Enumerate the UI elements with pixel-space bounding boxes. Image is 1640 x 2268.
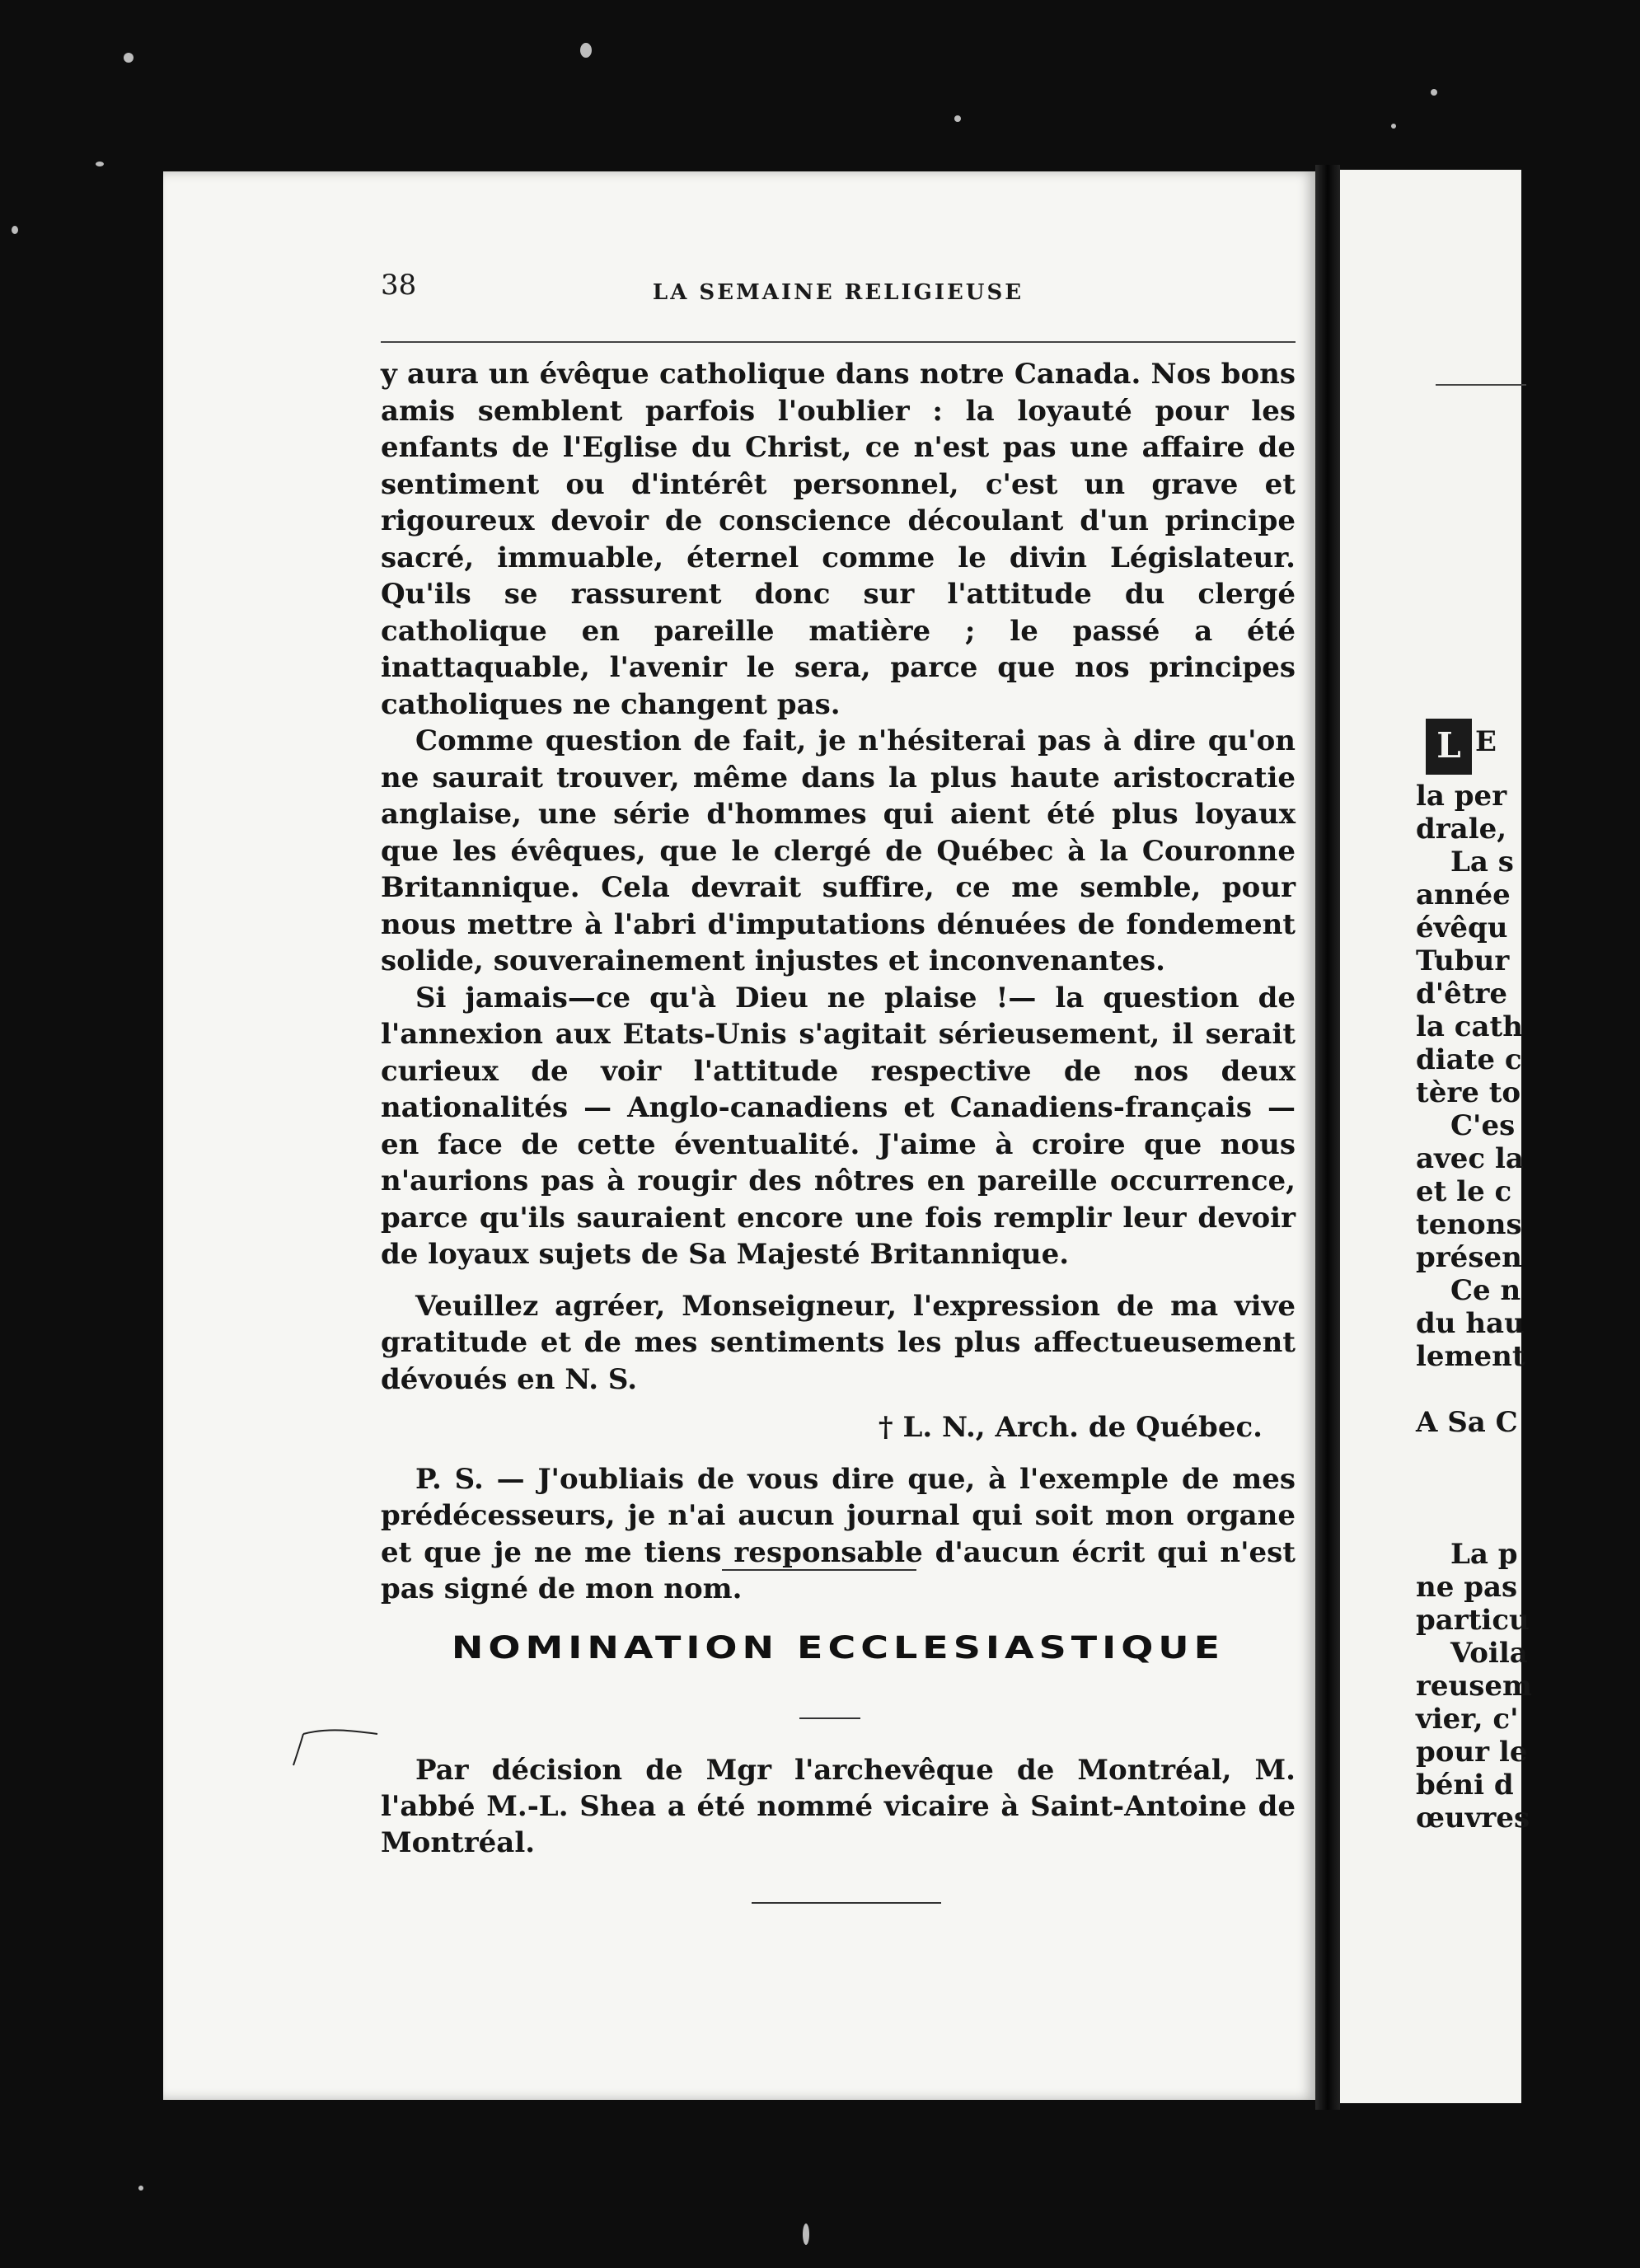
- pen-mark: [287, 1706, 386, 1772]
- right-page-line: du hau: [1416, 1307, 1525, 1340]
- right-page-line: tenons: [1416, 1208, 1522, 1241]
- film-speck: [138, 2186, 143, 2191]
- right-page-header-rule: [1436, 384, 1526, 386]
- right-page-line: année: [1416, 879, 1511, 911]
- letter-paragraph: Comme question de fait, je n'hésiterai pas à dire qu'on ne saurait trouver, même dans la plus haute aristocratie anglaise, une série d'hommes qui aient été plus loyaux que les évêques, que le clergé de Québec à la Couronne Britannique. Cela devrait suffire, ce me semble, pour nous mettre à l'abri d'imputations dénuées de fondement solide, souverainement injustes et inconvenantes.: [381, 724, 1296, 977]
- film-speck: [124, 53, 134, 63]
- right-page-first-line: E: [1475, 725, 1497, 758]
- page-header: [381, 269, 1296, 318]
- right-page-line: La p: [1450, 1538, 1518, 1571]
- film-speck: [954, 115, 961, 122]
- letter-closing: Veuillez agréer, Monseigneur, l'expression de ma vive gratitude et de mes sentiments les plus affectueusement dévoués en N. S.: [381, 1289, 1296, 1396]
- section-title: NOMINATION ECCLESIASTIQUE: [451, 1628, 1225, 1666]
- right-page-line: tère to: [1416, 1076, 1521, 1109]
- letter-postscript: P. S. — J'oubliais de vous dire que, à l'exemple de mes prédécesseurs, je n'ai aucun journal qui soit mon organe et que je ne me tiens responsable d'aucun écrit qui n'est pas signé de mon nom.: [381, 1462, 1296, 1605]
- right-page-line: Tubur: [1416, 944, 1510, 977]
- right-page-line: avec la: [1416, 1142, 1524, 1175]
- right-page-line: d'être: [1416, 977, 1508, 1010]
- right-page-line: reusem: [1416, 1670, 1533, 1703]
- right-page-line: pour le: [1416, 1736, 1528, 1769]
- right-page-line: Ce n: [1450, 1274, 1521, 1307]
- letter-signature: † L. N., Arch. de Québec.: [878, 1411, 1263, 1444]
- nomination-text: Par décision de Mgr l'archevêque de Montréal, M. l'abbé M.-L. Shea a été nommé vicaire à Saint-Antoine de Montréal.: [381, 1754, 1296, 1859]
- right-page-line: A Sa C: [1416, 1406, 1518, 1439]
- film-speck: [1431, 89, 1437, 96]
- book-gutter: [1315, 165, 1340, 2110]
- film-speck: [580, 43, 592, 58]
- film-speck: [1391, 124, 1396, 129]
- running-title: LA SEMAINE RELIGIEUSE: [652, 280, 1024, 305]
- right-page-line: et le c: [1416, 1175, 1512, 1208]
- right-page-line: béni d: [1416, 1769, 1514, 1802]
- film-speck: [96, 162, 104, 166]
- film-speck: [12, 226, 18, 234]
- right-page-line: la per: [1416, 780, 1507, 813]
- right-page-line: la cath: [1416, 1010, 1523, 1043]
- separator-rule: [722, 1569, 916, 1571]
- right-page-line: Voila: [1450, 1637, 1528, 1670]
- title-underline: [799, 1717, 860, 1719]
- right-page-line: lement: [1416, 1340, 1525, 1373]
- header-rule: [381, 341, 1296, 343]
- right-page-line: drale,: [1416, 813, 1507, 846]
- right-page-line: La s: [1450, 846, 1514, 879]
- right-page-line: évêqu: [1416, 911, 1508, 944]
- letter-body: [381, 356, 1296, 1608]
- bottom-rule: [752, 1902, 941, 1904]
- right-page-line: particu: [1416, 1604, 1530, 1637]
- page-number: 38: [381, 269, 417, 302]
- right-page-dropcap: L: [1426, 719, 1472, 775]
- right-page-line: œuvres: [1416, 1802, 1530, 1835]
- right-page-line: diate c: [1416, 1043, 1522, 1076]
- right-page-line: vier, c': [1416, 1703, 1519, 1736]
- letter-paragraph: y aura un évêque catholique dans notre Canada. Nos bons amis semblent parfois l'oublier : la loyauté pour les enfants de l'Eglise du Christ, ce n'est pas une affaire de sentiment ou d'intérêt personnel, c'est un grave et rigoureux devoir de conscience découlant d'un principe sacré, immuable, éternel comme le divin Législateur. Qu'ils se rassurent donc sur l'attitude du clergé catholique en pareille matière ; le passé a été inattaquable, l'avenir le sera, parce que nos principes catholiques ne changent pas.: [381, 358, 1296, 721]
- film-speck: [803, 2223, 809, 2245]
- right-page-line: ne pas: [1416, 1571, 1518, 1604]
- right-page-line: présen: [1416, 1241, 1522, 1274]
- letter-paragraph: Si jamais—ce qu'à Dieu ne plaise !— la question de l'annexion aux Etats-Unis s'agitait sérieusement, il serait curieux de voir l'attitude respective de nos deux nationalités — Anglo-canadiens et Canadiens-français — en face de cette éventualité. J'aime à croire que nous n'aurions pas à rougir des nôtres en pareille occurrence, parce qu'ils sauraient encore une fois remplir leur devoir de loyaux sujets de Sa Majesté Britannique.: [381, 981, 1296, 1271]
- right-page-line: C'es: [1450, 1109, 1516, 1142]
